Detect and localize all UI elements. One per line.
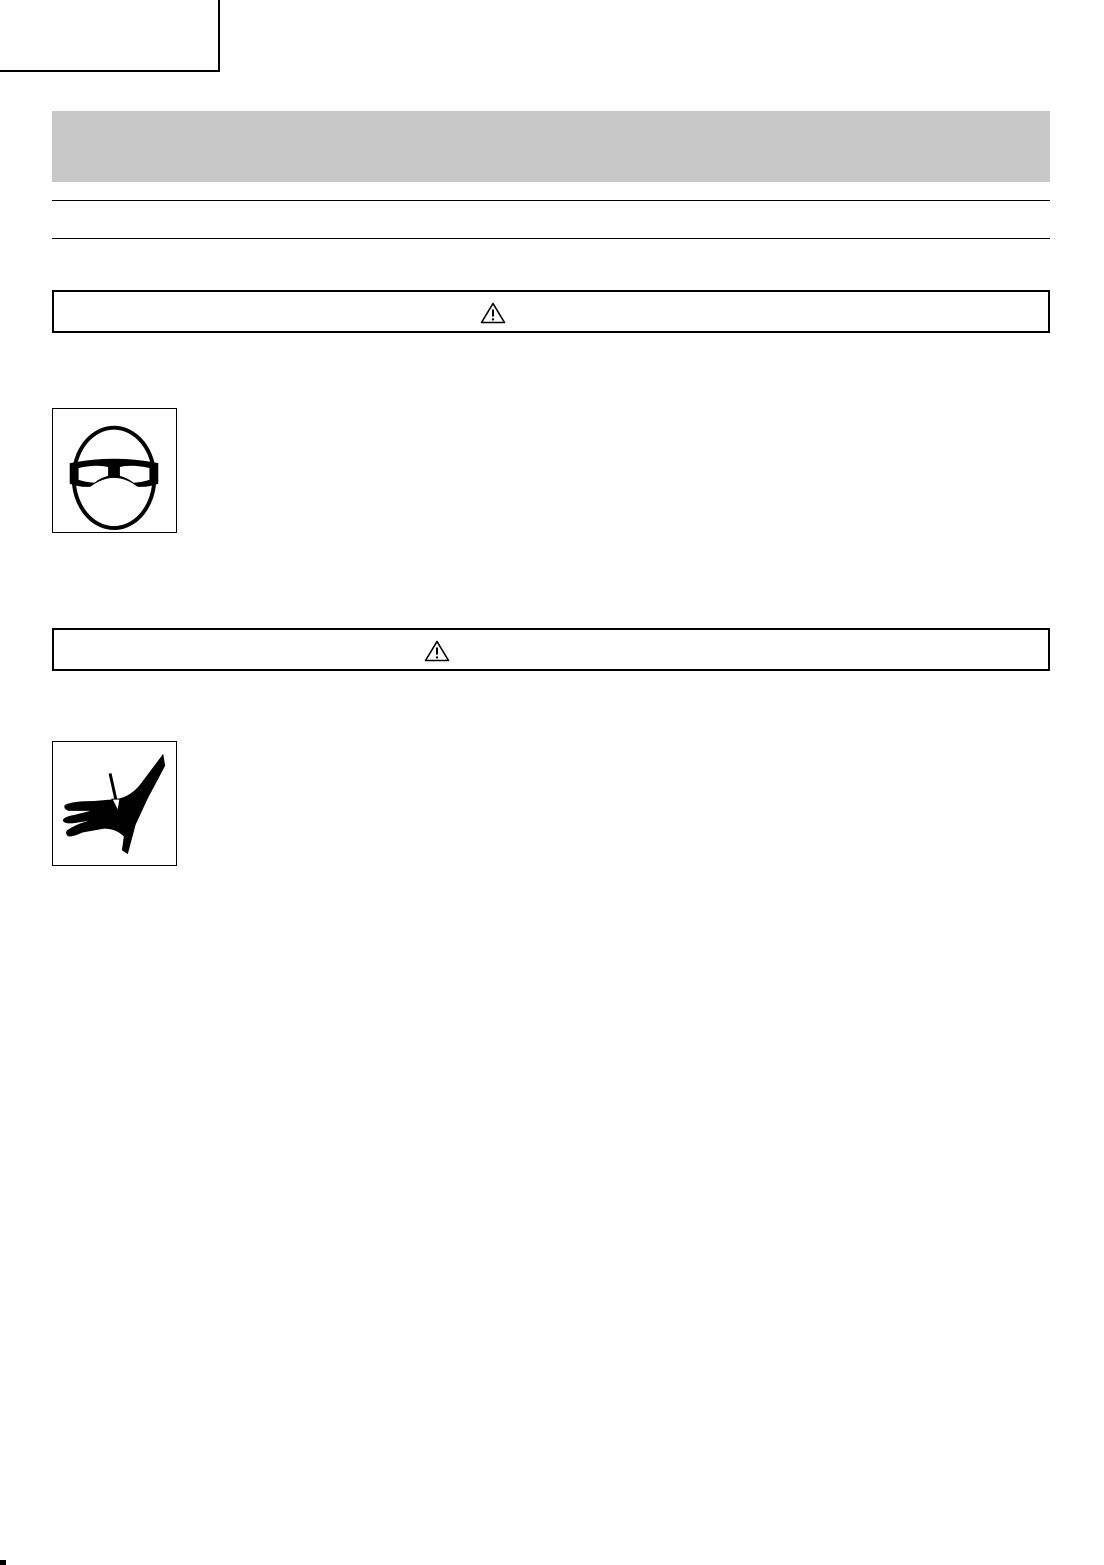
eye-protection-pictogram: [52, 408, 177, 533]
hand-injection-hazard-icon: [53, 742, 176, 865]
horizontal-rule-bottom: [52, 238, 1050, 239]
page-edge-mark: [0, 1560, 6, 1565]
horizontal-rule-top: [52, 200, 1050, 201]
warning-triangle-icon: [424, 640, 450, 662]
warning-banner-2: [52, 628, 1050, 671]
warning-triangle-icon: [480, 302, 506, 324]
section-header-band: [52, 111, 1050, 182]
warning-banner-1: [52, 290, 1050, 333]
page-corner-tab: [0, 0, 220, 72]
injection-hazard-pictogram: [52, 741, 177, 866]
safety-goggles-icon: [53, 409, 176, 532]
